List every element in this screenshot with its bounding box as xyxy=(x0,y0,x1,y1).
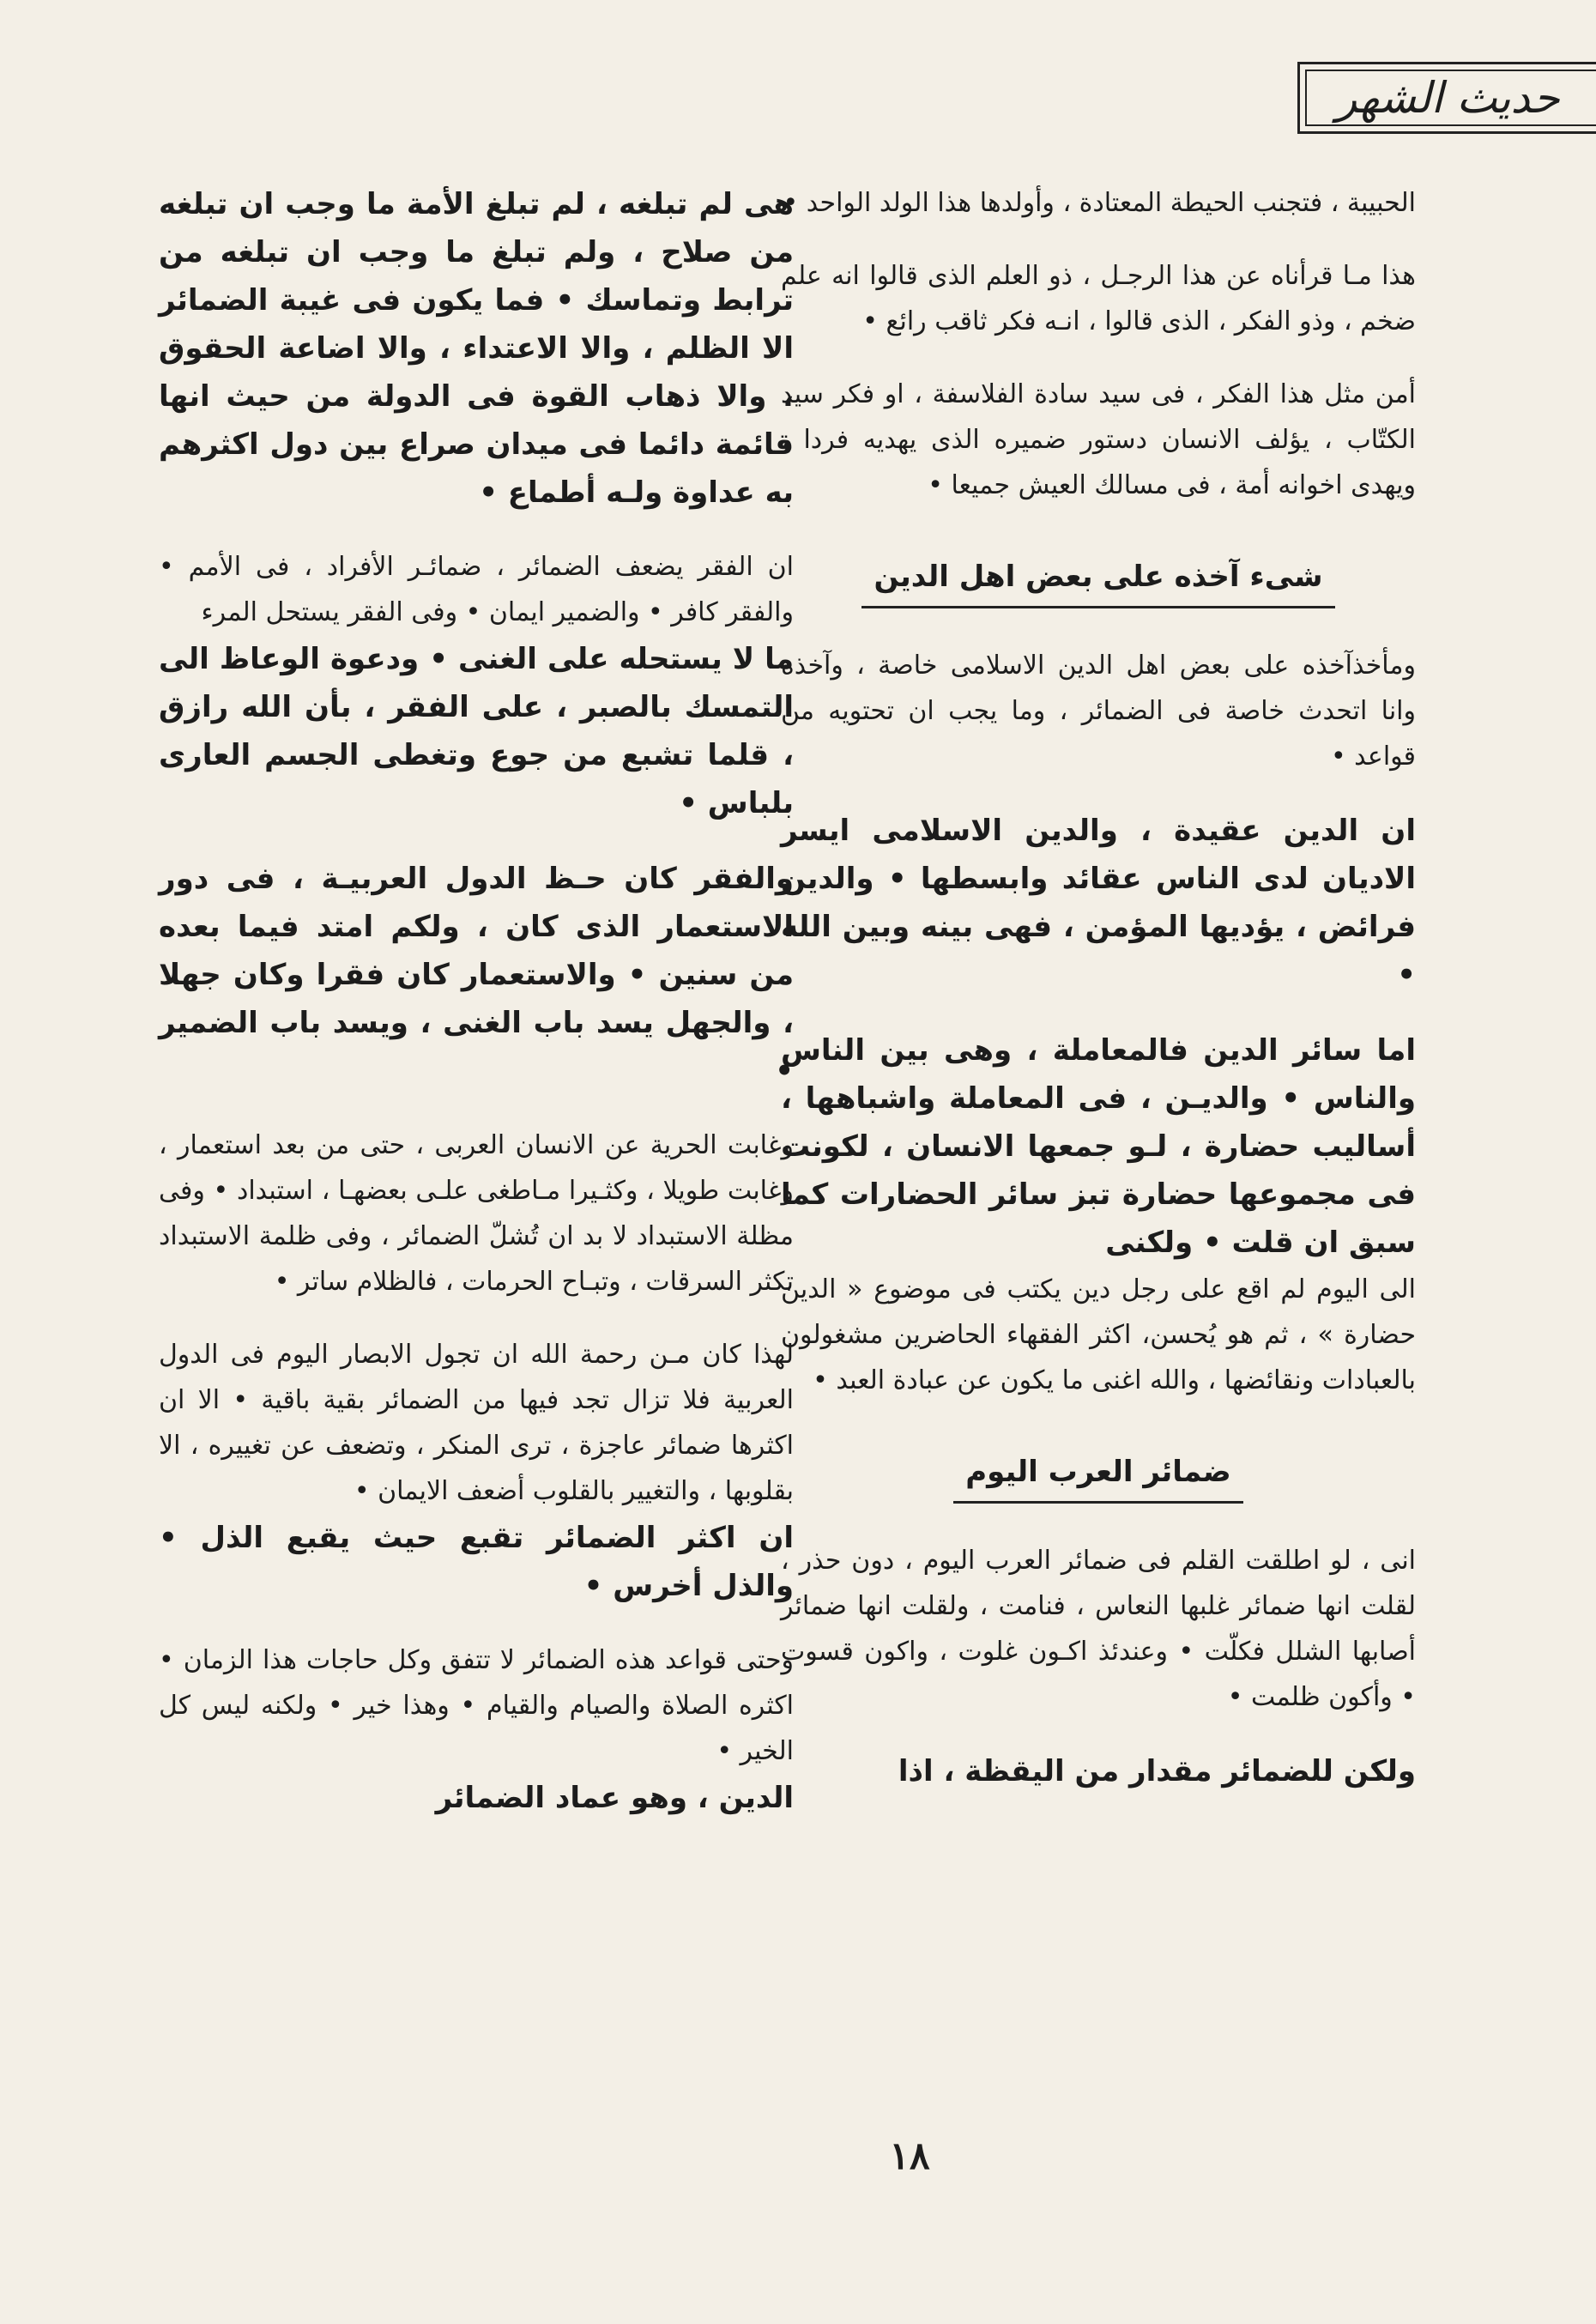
bold-paragraph: ولكن للضمائر مقدار من اليقظة ، اذا xyxy=(898,1754,1416,1788)
paragraph: هذا مـا قرأناه عن هذا الرجـل ، ذو العلم الذى قالوا انه علم ضخم ، وذو الفكر ، الذى قالوا ، انـه فكر ثاقب رائع • xyxy=(781,261,1416,336)
paragraph: وغابت الحرية عن الانسان العربى ، حتى من بعد استعمار ، وغابت طويلا ، وكثـيرا مـاطغى علـى بعضهـا ، استبداد • وفى مظلة الاستبداد لا بد ان تُشلّ الضمائر ، وفى ظلمة الاستبداد تكثر السرقات ، وتبـاح الحرمات ، فالظلام ساتر • xyxy=(159,1130,794,1297)
bold-paragraph: ان الدين عقيدة ، والدين الاسلامى ايسر الاديان لدى الناس عقائد وابسطها • والدين فرائض ، يؤديها المؤمن ، فهى بينه وبين الله • xyxy=(781,814,1416,992)
subheading xyxy=(781,1455,1416,1504)
subheading-text: شىء آخذه على بعض اهل الدين xyxy=(861,560,1334,608)
paragraph: لهذا كان مـن رحمة الله ان تجول الابصار اليوم فى الدول العربية فلا تزال تجد فيها من الضمائر بقية باقية • الا ان اكثرها ضمائر عاجزة ، ترى المنكر ، وتضعف عن تغييره ، الا بقلوبها ، والتغيير بالقلوب أضعف الايمان • xyxy=(159,1340,794,1506)
paragraph: ان الفقر يضعف الضمائر ، ضمائـر الأفراد ، فى الأمم • والفقر كافر • والضمير ايمان • وفى الفقر يستحل المرء xyxy=(159,552,794,627)
left-column xyxy=(159,180,794,1849)
paragraph: الى اليوم لم اقع على رجل دين يكتب فى موضوع « الدين حضارة » ، ثم هو يُحسن، اكثر الفقهاء الحاضرين مشغولون بالعبادات ونقائضها ، والله اغنى ما يكون عن عبادة العبد • xyxy=(781,1274,1416,1395)
paragraph: أمن مثل هذا الفكر ، فى سيد سادة الفلاسفة ، او فكر سيد الكتّاب ، يؤلف الانسان دستور ضميره الذى يهديه فردا ، ويهدى اخوانه أمة ، فى مسالك العيش جميعا • xyxy=(781,379,1416,500)
bold-paragraph: والفقر كان حـظ الدول العربيـة ، فى دور الاستعمار الذى كان ، ولكم امتد فيما بعده من سنين • والاستعمار كان فقرا وكان جهلا ، والجهل يسد باب الغنى ، ويسد باب الضمير • xyxy=(159,862,794,1088)
paragraph: وحتى قواعد هذه الضمائر لا تتفق وكل حاجات هذا الزمان • اكثره الصلاة والصيام والقيام • وهذا خير • ولكنه ليس كل الخير • xyxy=(159,1645,794,1766)
subheading xyxy=(781,560,1416,608)
paragraph: الحبيبة ، فتجنب الحيطة المعتادة ، وأولدها هذا الولد الواحد • xyxy=(783,188,1416,218)
paragraph: ومأخذآخذه على بعض اهل الدين الاسلامى خاصة ، وآخذه وانا اتحدث خاصة فى الضمائر ، وما يجب ان تحتويه من قواعد • xyxy=(781,651,1416,772)
bold-paragraph: اما سائر الدين فالمعاملة ، وهى بين الناس والناس • والديـن ، فى المعاملة واشباهها ، أساليب حضارة ، لـو جمعها الانسان ، لكونت فى مجموعها حضارة تبز سائر الحضارات كما سبق ان قلت • ولكنى xyxy=(781,1033,1416,1260)
subheading-text: ضمائر العرب اليوم xyxy=(953,1455,1242,1504)
right-column xyxy=(781,180,1416,1823)
paragraph: انى ، لو اطلقت القلم فى ضمائر العرب اليوم ، دون حذر ، لقلت انها ضمائر غلبها النعاس ، فنامت ، ولقلت انها ضمائر أصابها الشلل فكلّت • وعندئذ اكـون غلوت ، واكون قسوت • وأكون ظلمت • xyxy=(781,1546,1416,1712)
bold-paragraph: هى لم تبلغه ، لم تبلغ الأمة ما وجب ان تبلغه من صلاح ، ولم تبلغ ما وجب ان تبلغه من ترابط وتماسك • فما يكون فى غيبة الضمائر الا الظلم ، والا الاعتداء ، والا اضاعة الحقوق ، والا ذهاب القوة فى الدولة من حيث انها قائمة دائما فى ميدان صراع بين دول اكثرهم به عداوة ولـه أطماع • xyxy=(159,187,794,510)
page-number: ١٨ xyxy=(889,2134,930,2178)
section-header xyxy=(1297,62,1596,134)
bold-paragraph: ان اكثر الضمائر تقبع حيث يقبع الذل • والذل أخرس • xyxy=(159,1521,794,1603)
section-title: حديث الشهر xyxy=(1336,73,1560,123)
bold-paragraph: ما لا يستحله على الغنى • ودعوة الوعاظ الى التمسك بالصبر ، على الفقر ، بأن الله رازق ، قلما تشبع من جوع وتغطى الجسم العارى بلباس • xyxy=(159,642,794,820)
bold-paragraph: الدين ، وهو عماد الضمائر xyxy=(435,1781,794,1815)
